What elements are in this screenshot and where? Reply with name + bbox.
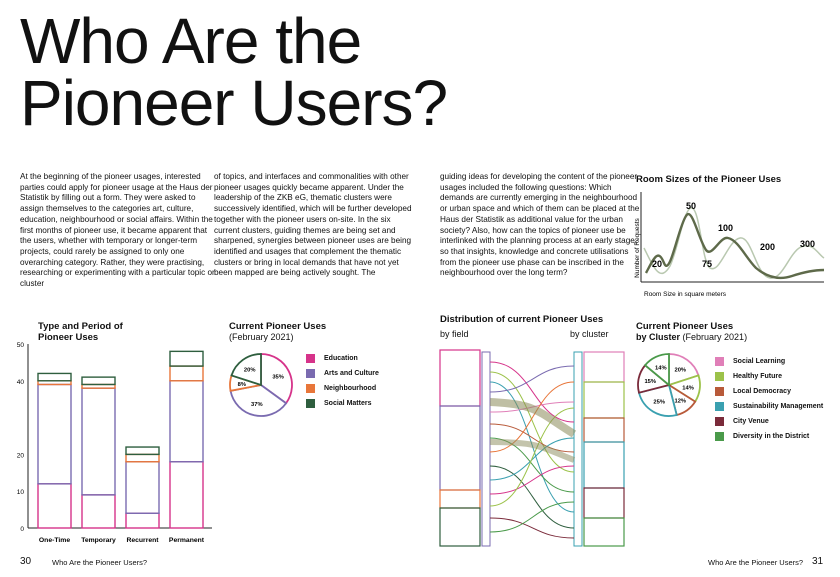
- pie-field-title: Current Pioneer Uses: [229, 321, 327, 332]
- room-size-label-75: 75: [702, 259, 713, 269]
- bar-segment: [82, 377, 115, 384]
- legend-label: Diversity in the District: [733, 433, 810, 440]
- bar-segment: [82, 495, 115, 528]
- pie-slice-label: 14%: [655, 365, 667, 372]
- pie-chart-field: [226, 350, 296, 420]
- alluvial-left-social: [440, 508, 480, 546]
- right-running-head: Who Are the Pioneer Users?: [708, 558, 804, 567]
- alluvial-right-healthy-future: [584, 382, 624, 418]
- legend-item: [715, 369, 823, 384]
- room-sizes-curve-dark: [646, 214, 824, 278]
- legend-item: [715, 429, 823, 444]
- room-size-label-100: 100: [718, 223, 734, 233]
- bar-ytick-label: 20: [16, 452, 24, 460]
- bar-segment: [126, 447, 159, 454]
- bar-category-label: Permanent: [168, 537, 205, 544]
- bar-segment: [126, 454, 159, 461]
- legend-label: Sustainability Management: [733, 403, 824, 410]
- alluvial-right-local-democracy: [584, 418, 624, 442]
- alluvial-right-city-venue: [584, 488, 624, 518]
- bar-ytick-label: 40: [16, 378, 24, 386]
- bar-ytick-label: 10: [16, 489, 24, 497]
- legend-swatch: [715, 432, 724, 441]
- pie-cluster-subtitle-row: [636, 332, 747, 343]
- legend-label: Arts and Culture: [324, 370, 379, 377]
- body-text-column-3: guiding ideas for developing the content of the pioneer usages included the following questions: Which demands are currently emerging in the neighbourhood or urban space and which of them can be placed at the Haus der Statistik as additional value for the urban society? Also, how can the topics of pioneer use be interlinked with the planning process at an early stage, so that insights, knowledge and concrete utilisations from the pioneer use phase can be inscribed in the neighbourhood over the long term?: [440, 172, 640, 278]
- legend-swatch: [715, 417, 724, 426]
- bar-category-label: One-Time: [38, 537, 71, 544]
- legend-label: Neighbourhood: [324, 385, 377, 392]
- legend-swatch: [715, 387, 724, 396]
- legend-swatch: [306, 399, 315, 408]
- legend-label: City Venue: [733, 418, 769, 425]
- body-text-column-1: At the beginning of the pioneer usages, interested parties could apply for pioneer usage at the Haus der Statistik by filling out a form. They were asked to assign themselves to the categories art, culture, education, neighbourhood or social affairs. Within the first months of pioneer use, it became apparent that the users, whether with temporary or longer-term projects, could rarely be assigned to only one overarching category. Rather, they were practising, researching or experimenting with a particular topic or cluster: [20, 172, 215, 289]
- legend-item: [715, 414, 823, 429]
- pie-slice-label: 14%: [682, 385, 694, 392]
- room-size-label-50: 50: [686, 201, 697, 211]
- legend-swatch: [306, 384, 315, 393]
- distribution-title: Distribution of current Pioneer Uses: [440, 314, 604, 325]
- pie-field-subtitle: (February 2021): [229, 332, 294, 342]
- alluvial-left-arts: [440, 406, 480, 490]
- legend-swatch: [306, 354, 315, 363]
- room-size-label-300: 300: [800, 239, 816, 249]
- legend-item: [306, 366, 379, 381]
- room-sizes-title: Room Sizes of the Pioneer Uses: [636, 174, 782, 185]
- bar-segment: [126, 513, 159, 528]
- distribution-left-label: by field: [440, 329, 469, 339]
- pie-cluster-subtitle: (February 2021): [682, 332, 748, 342]
- room-sizes-y-label: Number of Requests: [634, 218, 641, 278]
- bar-chart-title: Type and Period of Pioneer Uses: [38, 321, 123, 343]
- legend-item: [715, 399, 823, 414]
- pie-slice-label: 20%: [243, 367, 256, 374]
- alluvial-sub-right: [574, 352, 582, 546]
- bar-category-label: Recurrent: [126, 537, 159, 544]
- room-sizes-chart: [632, 188, 832, 300]
- bar-segment: [170, 366, 203, 381]
- bar-ytick-label: 50: [16, 342, 24, 349]
- bar-segment: [38, 373, 71, 380]
- right-page-number: 31: [812, 556, 824, 567]
- bar-segment: [126, 462, 159, 514]
- legend-label: Local Democracy: [733, 388, 791, 395]
- legend-swatch: [715, 357, 724, 366]
- pie-slice-label: 8%: [237, 381, 247, 388]
- bar-segment: [170, 462, 203, 528]
- pie-slice-label: 20%: [674, 367, 687, 374]
- alluvial-left-education: [440, 350, 480, 406]
- legend-label: Education: [324, 355, 358, 362]
- room-size-label-200: 200: [760, 242, 776, 252]
- room-size-label-20: 20: [652, 259, 663, 269]
- pie-cluster-legend: [715, 354, 823, 444]
- alluvial-flows: [490, 362, 574, 538]
- bar-segment: [170, 351, 203, 366]
- legend-item: [306, 351, 379, 366]
- alluvial-sub-left: [482, 352, 490, 546]
- bar-segment: [170, 381, 203, 462]
- bar-ytick-label: 0: [20, 526, 24, 533]
- pie-slice-label: 35%: [272, 374, 284, 381]
- body-text-column-2: of topics, and interfaces and commonalities with other pioneer usages quickly became apparent. Under the leadership of the ZKB eG, thematic clusters were successively identified, which will be further developed together with the pioneer users on-site. In the six current clusters, guiding themes are being set and sharpened, synergies between pioneer uses are being identified and usages that complement the thematic clusters or bring in local demands that have not yet been mapped are being actively sought. The: [214, 172, 412, 278]
- legend-item: [306, 396, 379, 411]
- pie-cluster-title: Current Pioneer Uses: [636, 321, 734, 332]
- legend-swatch: [306, 369, 315, 378]
- page-title: Who Are the Pioneer Users?: [20, 5, 448, 139]
- distribution-alluvial-diagram: [438, 342, 628, 550]
- room-sizes-curve-light: [644, 208, 824, 278]
- bar-segment: [38, 384, 71, 483]
- legend-item: [306, 381, 379, 396]
- pie-slice-label: 15%: [644, 378, 657, 385]
- pie-field-legend: [306, 351, 379, 411]
- pie-chart-cluster: [634, 350, 704, 420]
- legend-label: Social Learning: [733, 358, 786, 365]
- legend-swatch: [715, 372, 724, 381]
- room-sizes-x-label: Room Size in square meters: [644, 291, 727, 298]
- alluvial-left-neighbourhood: [440, 490, 480, 508]
- bar-category-label: Temporary: [81, 537, 116, 544]
- left-page-number: 30: [20, 556, 32, 567]
- alluvial-right-social-learning: [584, 352, 624, 382]
- legend-label: Healthy Future: [733, 373, 783, 380]
- alluvial-right-sustainability: [584, 442, 624, 488]
- left-running-head: Who Are the Pioneer Users?: [52, 558, 148, 567]
- pie-slice-label: 25%: [653, 399, 666, 406]
- pie-slice-label: 12%: [674, 398, 687, 405]
- pie-cluster-title2: by Cluster: [636, 332, 681, 342]
- legend-swatch: [715, 402, 724, 411]
- legend-item: [715, 354, 823, 369]
- legend-label: Social Matters: [324, 400, 372, 407]
- distribution-right-label: by cluster: [570, 329, 609, 339]
- alluvial-right-diversity: [584, 518, 624, 546]
- pie-slice-label: 37%: [251, 401, 263, 408]
- bar-chart: [14, 336, 219, 548]
- bar-segment: [82, 388, 115, 495]
- bar-segment: [38, 484, 71, 528]
- legend-item: [715, 384, 823, 399]
